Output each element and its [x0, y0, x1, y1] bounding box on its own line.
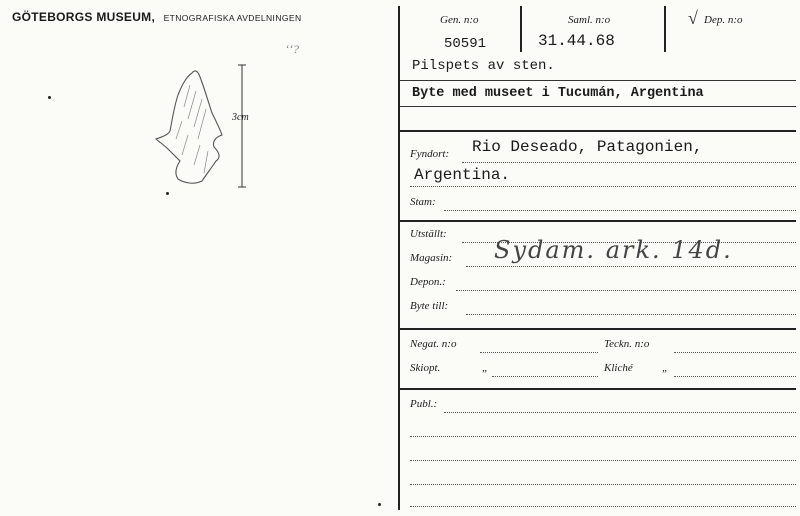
ink-dot [378, 503, 381, 506]
description-line-2: Byte med museet i Tucumán, Argentina [412, 86, 704, 101]
section-rule [400, 130, 796, 132]
ink-dot [48, 96, 51, 99]
dotted-line [492, 376, 598, 377]
dotted-line [410, 506, 796, 507]
byte-till-label: Byte till: [410, 300, 449, 312]
teckn-label: Teckn. n:o [604, 338, 650, 350]
fyndort-line-2: Argentina. [414, 166, 511, 184]
dotted-line [410, 460, 796, 461]
dep-label: Dep. n:o [704, 14, 743, 26]
dotted-line [456, 290, 796, 291]
dotted-line [444, 412, 796, 413]
museum-name: GÖTEBORGS MUSEUM, [12, 10, 156, 24]
dotted-line [462, 162, 796, 163]
skiopt-label: Skiopt. [410, 362, 441, 374]
catalogue-form [400, 6, 796, 510]
form-rule [400, 106, 796, 107]
dotted-line [466, 314, 796, 315]
department-name: ETNOGRAFISKA AVDELNINGEN [163, 13, 302, 23]
kliche-label: Kliché [604, 362, 633, 374]
stam-label: Stam: [410, 196, 436, 208]
scale-label: 3cm [232, 112, 249, 123]
fyndort-label: Fyndort: [410, 148, 450, 160]
ink-dot [166, 192, 169, 195]
skiopt-ditto: „ [482, 362, 489, 374]
card-header [12, 8, 301, 26]
dotted-line [674, 376, 796, 377]
gen-label: Gen. n:o [440, 14, 479, 26]
dotted-line [480, 352, 598, 353]
saml-value: 31.44.68 [538, 32, 615, 50]
dep-number-box [666, 6, 796, 52]
arrowhead-sketch-icon [140, 55, 280, 205]
section-rule [400, 328, 796, 330]
kliche-ditto: „ [662, 362, 669, 374]
dotted-line [410, 484, 796, 485]
saml-number-box [522, 6, 664, 52]
magasin-value: Sydam. ark. 14d. [494, 236, 733, 264]
dep-check-mark: √ [688, 8, 698, 28]
fyndort-line-1: Rio Deseado, Patagonien, [472, 138, 703, 156]
utstallt-label: Utställt: [410, 228, 447, 240]
dotted-line [444, 210, 796, 211]
gen-number-box [400, 6, 520, 52]
dotted-line [674, 352, 796, 353]
dotted-line [410, 186, 796, 187]
section-rule [400, 388, 796, 390]
saml-label: Saml. n:o [568, 14, 611, 26]
magasin-label: Magasin: [410, 252, 453, 264]
negat-label: Negat. n:o [410, 338, 457, 350]
dotted-line [410, 436, 796, 437]
gen-value: 50591 [444, 36, 487, 52]
description-line-1: Pilspets av sten. [412, 58, 555, 74]
publ-label: Publ.: [410, 398, 438, 410]
depon-label: Depon.: [410, 276, 446, 288]
section-rule [400, 220, 796, 222]
form-rule [400, 80, 796, 81]
pencil-mark: ʻʻ? [285, 42, 299, 56]
dotted-line [466, 266, 796, 267]
